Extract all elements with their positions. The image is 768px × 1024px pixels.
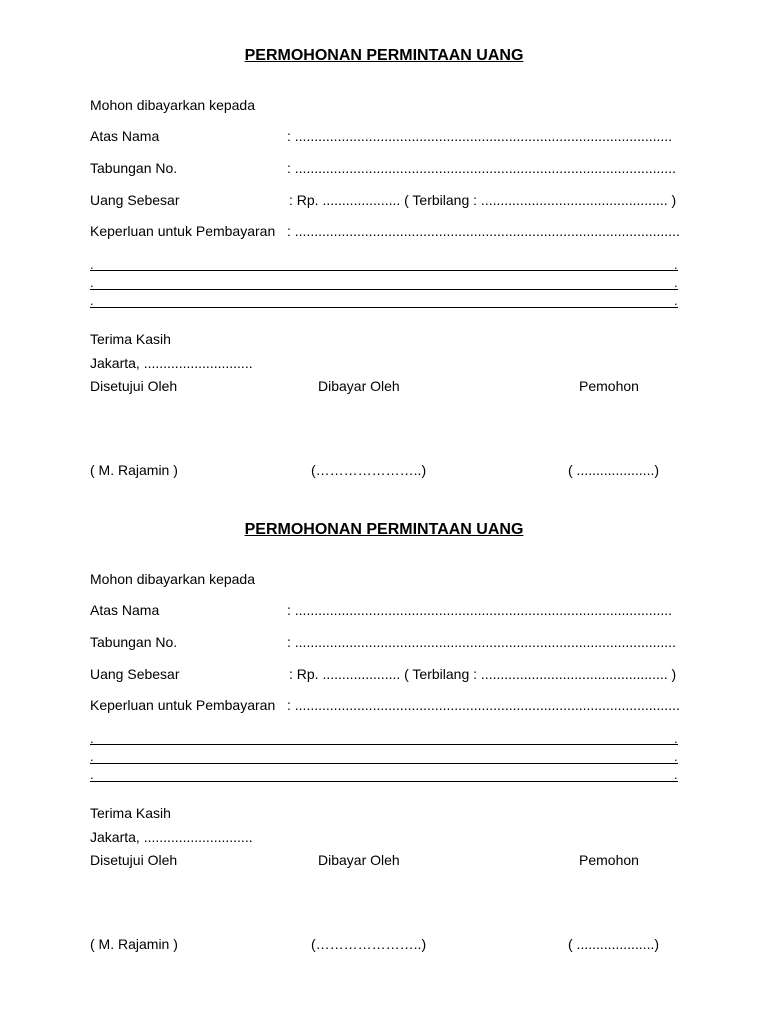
approved-by-name: ( M. Rajamin ) (90, 462, 178, 478)
writing-line-2[interactable] (90, 763, 678, 764)
closing-text: Terima Kasih (90, 805, 171, 821)
approved-by-label: Disetujui Oleh (90, 852, 178, 868)
line-mark: . (674, 749, 678, 764)
uang-field[interactable]: : Rp. .................... ( Terbilang : ................................................ ) (289, 666, 677, 682)
paid-by-label: Dibayar Oleh (318, 378, 400, 394)
line-mark: . (90, 257, 94, 272)
atas-nama-field[interactable]: : ................................................................................................. (287, 128, 673, 144)
uang-label: Uang Sebesar (90, 666, 180, 682)
tabungan-label: Tabungan No. (90, 160, 178, 176)
line-mark: . (90, 293, 94, 308)
applicant-label: Pemohon (579, 852, 639, 868)
keperluan-label: Keperluan untuk Pembayaran (90, 697, 276, 713)
line-mark: . (90, 767, 94, 782)
line-mark: . (674, 293, 678, 308)
paid-by-signature-field[interactable]: (…………………..) (311, 936, 427, 952)
applicant-label: Pemohon (579, 378, 639, 394)
closing-text: Terima Kasih (90, 331, 171, 347)
tabungan-label: Tabungan No. (90, 634, 178, 650)
intro-text: Mohon dibayarkan kepada (90, 571, 256, 587)
intro-text: Mohon dibayarkan kepada (90, 97, 256, 113)
keperluan-label: Keperluan untuk Pembayaran (90, 223, 276, 239)
keperluan-field[interactable]: : ................................................................................................... (287, 697, 680, 713)
paid-by-signature-field[interactable]: (…………………..) (311, 462, 427, 478)
writing-line-1[interactable] (90, 270, 678, 271)
request-form-1 (0, 0, 768, 478)
form-title: PERMOHONAN PERMINTAAN UANG (244, 521, 524, 538)
line-mark: . (674, 731, 678, 746)
line-mark: . (90, 749, 94, 764)
tabungan-field[interactable]: : .................................................................................................. (287, 160, 676, 176)
atas-nama-field[interactable]: : ................................................................................................. (287, 602, 673, 618)
applicant-signature-field[interactable]: ( ....................) (568, 462, 660, 478)
uang-label: Uang Sebesar (90, 192, 180, 208)
atas-nama-label: Atas Nama (90, 128, 160, 144)
applicant-signature-field[interactable]: ( ....................) (568, 936, 660, 952)
uang-field[interactable]: : Rp. .................... ( Terbilang : ................................................ ) (289, 192, 677, 208)
paid-by-label: Dibayar Oleh (318, 852, 400, 868)
place-date-field[interactable]: Jakarta, ............................ (90, 829, 253, 845)
atas-nama-label: Atas Nama (90, 602, 160, 618)
approved-by-label: Disetujui Oleh (90, 378, 178, 394)
line-mark: . (90, 275, 94, 290)
writing-line-2[interactable] (90, 289, 678, 290)
place-date-field[interactable]: Jakarta, ............................ (90, 355, 253, 371)
tabungan-field[interactable]: : .................................................................................................. (287, 634, 676, 650)
line-mark: . (674, 257, 678, 272)
form-title: PERMOHONAN PERMINTAAN UANG (244, 47, 524, 64)
writing-line-3[interactable] (90, 307, 678, 308)
line-mark: . (674, 275, 678, 290)
approved-by-name: ( M. Rajamin ) (90, 936, 178, 952)
writing-line-3[interactable] (90, 781, 678, 782)
keperluan-field[interactable]: : ................................................................................................... (287, 223, 680, 239)
writing-line-1[interactable] (90, 744, 678, 745)
request-form-2 (0, 474, 768, 952)
line-mark: . (674, 767, 678, 782)
line-mark: . (90, 731, 94, 746)
